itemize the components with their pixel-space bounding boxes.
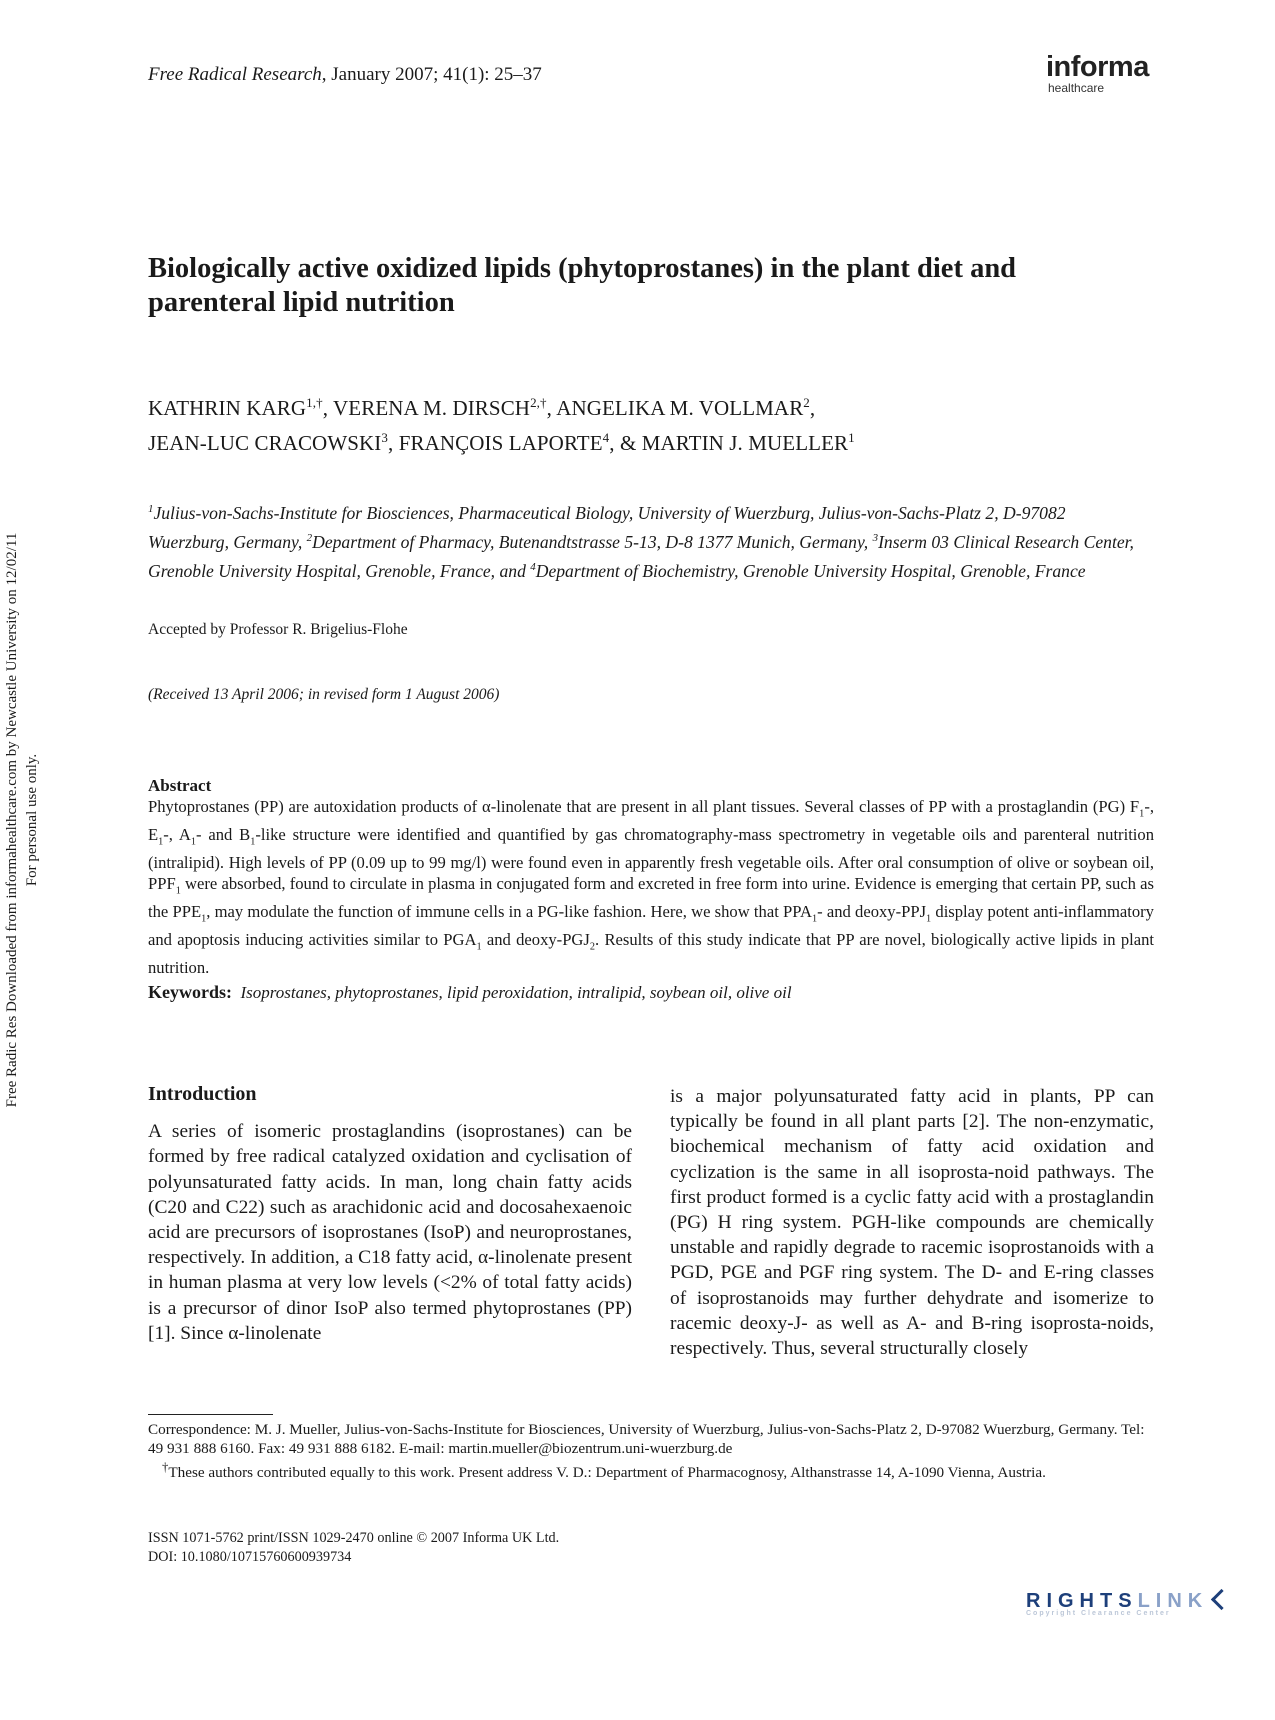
issn-doi <box>148 1529 559 1567</box>
side-note-line2: For personal use only. <box>24 753 40 887</box>
accepted-by: Accepted by Professor R. Brigelius-Flohe <box>148 621 408 638</box>
keywords <box>148 982 1154 1003</box>
doi-line: DOI: 10.1080/10715760600939734 <box>148 1549 352 1565</box>
author: VERENA M. $DIRSCH^{2,\dagger}$, <box>333 395 557 420</box>
affiliation: Inserm 03 Clinical Research Center, Grenoble University Hospital, Grenoble, France, and <box>148 531 1134 581</box>
chevron-icon <box>1211 1589 1232 1610</box>
intro-heading: Introduction <box>148 1083 257 1105</box>
author: JEAN-LUC CRACOWSKI$^3$, <box>148 430 399 455</box>
issn-line: ISSN 1071-5762 print/ISSN 1029-2470 online © 2007 Informa UK Ltd. <box>148 1530 560 1546</box>
received-dates: (Received 13 April 2006; in revised form 1 August 2006) <box>148 686 500 703</box>
logo-sub: healthcare <box>1048 81 1105 95</box>
affiliation: Julius-von-Sachs-Institute for Biosciences, Pharmaceutical Biology, University of Wuerzburg, Julius-von-Sachs-Platz 2, D-97082 Wuerzburg, Germany, <box>148 502 1066 552</box>
author: MARTIN J. MUELLER$^1$ <box>641 430 855 455</box>
journal-info: , January 2007; 41(1): 25–37 <box>321 64 542 85</box>
informa-logo <box>1046 52 1149 95</box>
journal-name: Free Radical Research <box>148 64 322 85</box>
affiliation: Department of Pharmacy, Butenandtstrasse 5-13, D-8 1377 Munich, Germany, <box>312 531 873 552</box>
side-download-note <box>2 532 42 1720</box>
intro-column-right <box>670 1084 1154 1361</box>
rightslink-part1: RIGHTS <box>1026 1590 1138 1612</box>
journal-citation <box>148 64 542 86</box>
abstract: Abstract Phytoprostanes (PP) are autoxidation products of α-linolenate that are present in all plant tissues. Several classes of PP with a prostaglandin (PG) $F_1-$, $E_1-$, $A_1-$ and $B_1$-like structure were identified and quantified by gas chromatography-mass spectrometry in vegetable oils and parenteral nutrition (intralipid). High levels of PP (0.09 up to 99 mg/l) were found even in apparently fresh vegetable oils. After oral consumption of olive or soybean oil, $PPF_1$ were absorbed, found to circulate in plasma in conjugated form and excreted in free form into urine. Evidence is emerging that certain PP, such as the $PPE_1$, may modulate the function of immune cells in a PG-like fashion. Here, we show that $PPA_1-$ and deoxy-$PPJ_1$ display potent anti-inflammatory and apoptosis inducing activities similar to $PGA_1$ and deoxy-$PGJ_2$. Results of this study indicate that PP are novel, biologically active lipids in plant nutrition. <box>148 776 1155 978</box>
affiliations: $^1$Julius-von-Sachs-Institute for Biosciences, Pharmaceutical Biology, University of Wuerzburg, Julius-von-Sachs-Platz 2, D-97082 Wuerzburg, Germany, $^2$Department of Pharmacy, Butenandtstrasse 5-13, D-8 1377 Munich, Germany, $^3$Inserm 03 Clinical Research Center, Grenoble University Hospital, Grenoble, France, and $^4$Department of Biochemistry, Grenoble University Hospital, Grenoble, France <box>148 502 1134 581</box>
footnotes <box>148 1420 1154 1482</box>
author-list <box>148 388 1108 458</box>
abstract-heading: Abstract <box>148 776 212 795</box>
rightslink-part2: LINK <box>1137 1590 1209 1612</box>
correspondence-note: Correspondence: M. J. Mueller, Julius-von-Sachs-Institute for Biosciences, University of Wuerzburg, Julius-von-Sachs-Platz 2, D-97082 Wuerzburg, Germany. Tel: 49 931 888 6160. Fax: 49 931 888 6182. E-mail: martin.mueller@biozentrum.uni-wuerzburg.de <box>148 1421 1145 1457</box>
rightslink-logo[interactable] <box>1026 1590 1229 1617</box>
article-title: Biologically active oxidized lipids (phytoprostanes) in the plant diet and parenteral lipid nutrition <box>148 253 1017 318</box>
author: ANGELIKA M. VOLLMAR$^2$, <box>556 395 816 420</box>
logo-main: informa <box>1046 51 1149 83</box>
intro-text-left: A series of isomeric prostaglandins (isoprostanes) can be formed by free radical catalyzed oxidation and cyclisation of polyunsaturated fatty acids. In man, long chain fatty acids (C20 and C22) such as arachidonic acid and docosahexaenoic acid are precursors of isoprostanes (IsoP) and neuroprostanes, respectively. In addition, a C18 fatty acid, α-linolenate present in human plasma at very low levels (<2% of total fatty acids) is a precursor of dinor IsoP also termed phytoprostanes (PP) [1]. Since α-linolenate <box>148 1121 632 1344</box>
intro-column-left <box>148 1082 632 1346</box>
keywords-list: Isoprostanes, phytoprostanes, lipid peroxidation, intralipid, soybean oil, olive oil <box>240 983 792 1002</box>
rightslink-sub: Copyright Clearance Center <box>1026 1610 1171 1617</box>
author: FRANÇOIS LAPORTE$^4$, & <box>398 430 642 455</box>
keywords-label: Keywords: <box>148 982 232 1002</box>
side-note-line1: Free Radic Res Downloaded from informahealthcare.com by Newcastle University on 12/02/11 <box>4 532 20 1108</box>
footnote-rule <box>148 1414 273 1415</box>
affiliation: Department of Biochemistry, Grenoble University Hospital, Grenoble, France <box>535 560 1086 581</box>
author: KATHRIN $KARG^{1,\dagger}$, <box>148 395 334 420</box>
equal-contribution-note: †These authors contributed equally to this work. Present address V. D.: Department of Pharmacognosy, Althanstrasse 14, A-1090 Vienna, Austria. <box>162 1460 1046 1482</box>
intro-text-right: is a major polyunsaturated fatty acid in plants, PP can typically be found in all plant parts [2]. The non-enzymatic, biochemical mechanism of fatty acid oxidation and cyclization is the same in all isoprosta-noid pathways. The first product formed is a cyclic fatty acid with a prostaglandin (PG) H ring system. PGH-like compounds are chemically unstable and rapidly degrade to racemic isoprostanoids with a PGD, PGE and PGF ring system. The D- and E-ring classes of isoprostanoids may further dehydrate and isomerize to racemic deoxy-J- as well as A- and B-ring isoprosta-noids, respectively. Thus, several structurally closely <box>670 1086 1154 1360</box>
